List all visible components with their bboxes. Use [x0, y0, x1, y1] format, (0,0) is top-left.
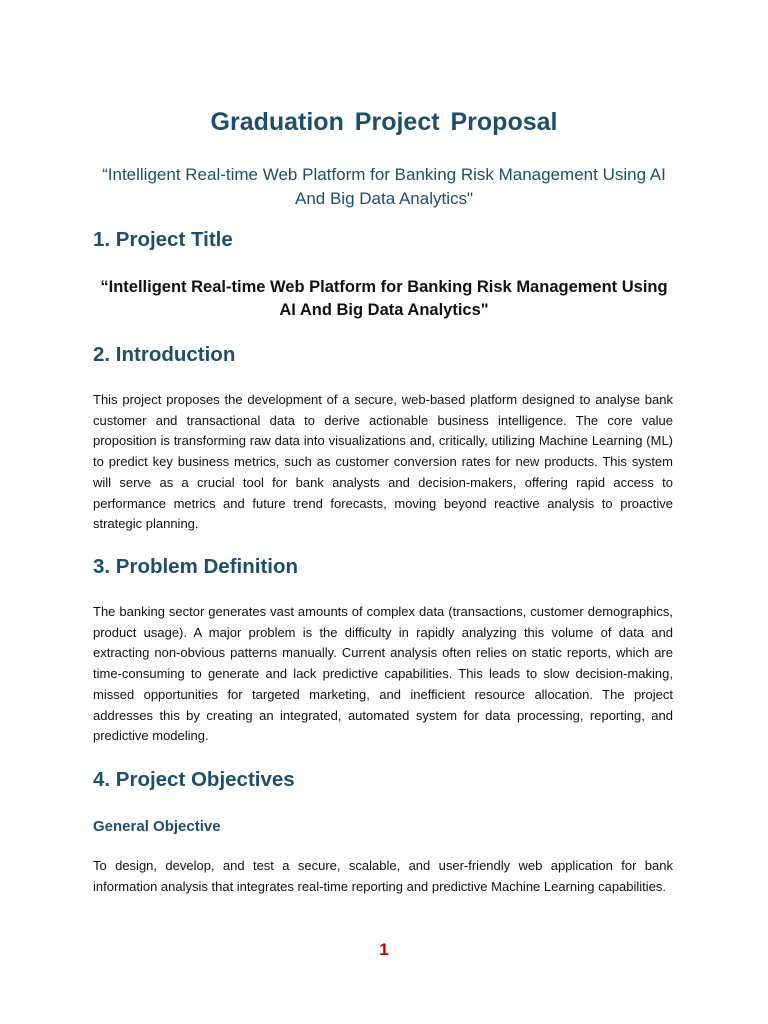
- section-heading-project-title: 1. Project Title: [93, 228, 233, 251]
- section-heading-objectives: 4. Project Objectives: [93, 768, 295, 791]
- section-heading-introduction: 2. Introduction: [93, 343, 236, 366]
- page-number: 1: [379, 940, 389, 959]
- general-objective-heading: General Objective: [93, 818, 221, 835]
- document-subtitle: “Intelligent Real-time Web Platform for Banking Risk Management Using AI And Big Data Analytics": [102, 165, 666, 208]
- section-heading-problem-definition: 3. Problem Definition: [93, 555, 299, 578]
- document-title: Graduation Project Proposal: [210, 108, 558, 136]
- project-title-text: “Intelligent Real-time Web Platform for Banking Risk Management Using AI And Big Data Analytics": [100, 278, 668, 319]
- general-objective-paragraph: To design, develop, and test a secure, scalable, and user-friendly web application for bank information analysis that integrates real-time reporting and predictive Machine Learning capabilities.: [93, 858, 673, 894]
- introduction-paragraph: This project proposes the development of a secure, web-based platform designed to analyse bank customer and transactional data to derive actionable business intelligence. The core value proposition is transforming raw data into visualizations and, critically, utilizing Machine Learning (ML) to predict key business metrics, such as customer conversion rates for new products. This system will serve as a crucial tool for bank analysts and decision-makers, offering rapid access to performance metrics and future trend forecasts, moving beyond reactive analysis to proactive strategic planning.: [93, 392, 673, 532]
- problem-definition-paragraph: The banking sector generates vast amounts of complex data (transactions, customer demographics, product usage). A major problem is the difficulty in rapidly analyzing this volume of data and extracting non-obvious patterns manually. Current analysis often relies on static reports, which are time-consuming to generate and lack predictive capabilities. This leads to slow decision-making, missed opportunities for targeted marketing, and inefficient resource allocation. The project addresses this by creating an integrated, automated system for data processing, reporting, and predictive modeling.: [93, 604, 673, 744]
